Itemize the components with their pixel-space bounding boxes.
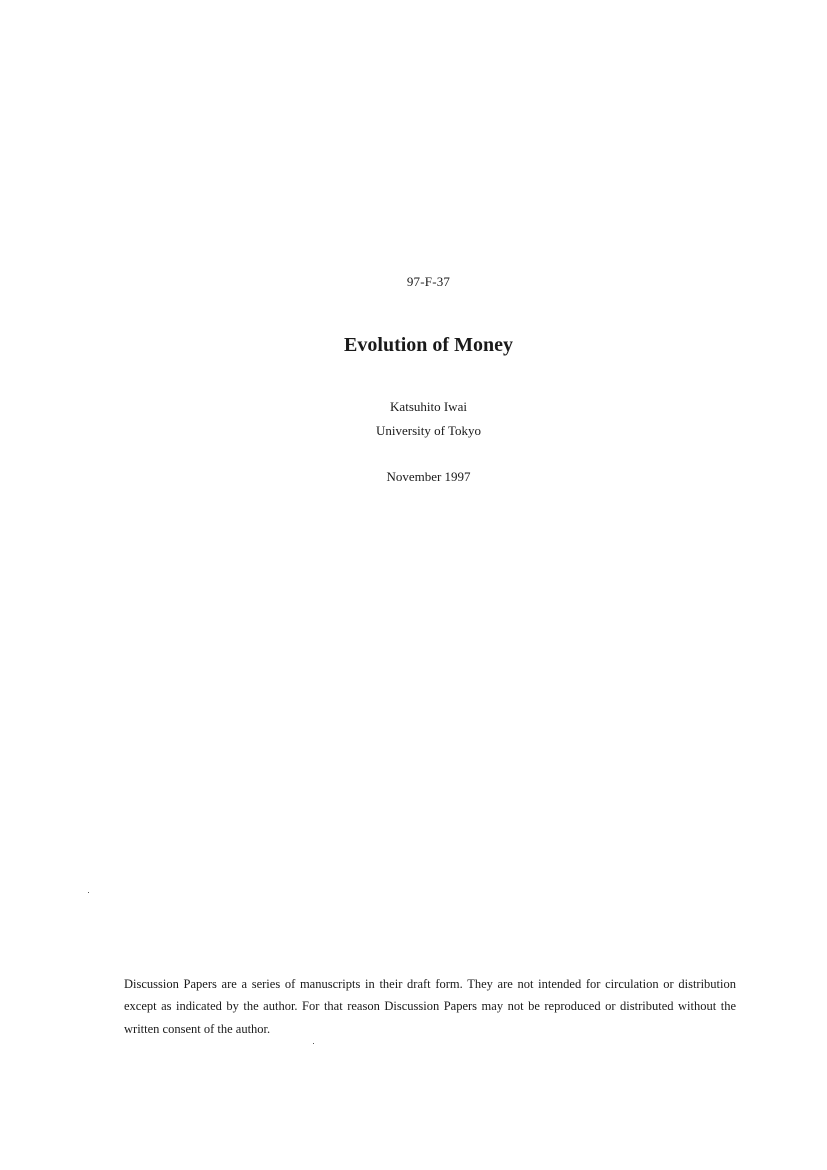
paper-number: 97-F-37 xyxy=(406,274,451,289)
author-name: Katsuhito Iwai xyxy=(390,399,467,414)
scan-speck xyxy=(313,1043,314,1044)
author-affiliation: University of Tokyo xyxy=(375,423,481,438)
paper-title: Evolution of Money xyxy=(344,334,513,356)
disclaimer-text: Discussion Papers are a series of manuscripts in their draft form. They are not intended for circulation or distribution except as indicated by the author. For that reason Discussion Papers may not be reproduced or distributed without the written consent of the author. xyxy=(124,976,736,1036)
scan-speck xyxy=(88,892,89,893)
paper-date: November 1997 xyxy=(386,469,471,484)
